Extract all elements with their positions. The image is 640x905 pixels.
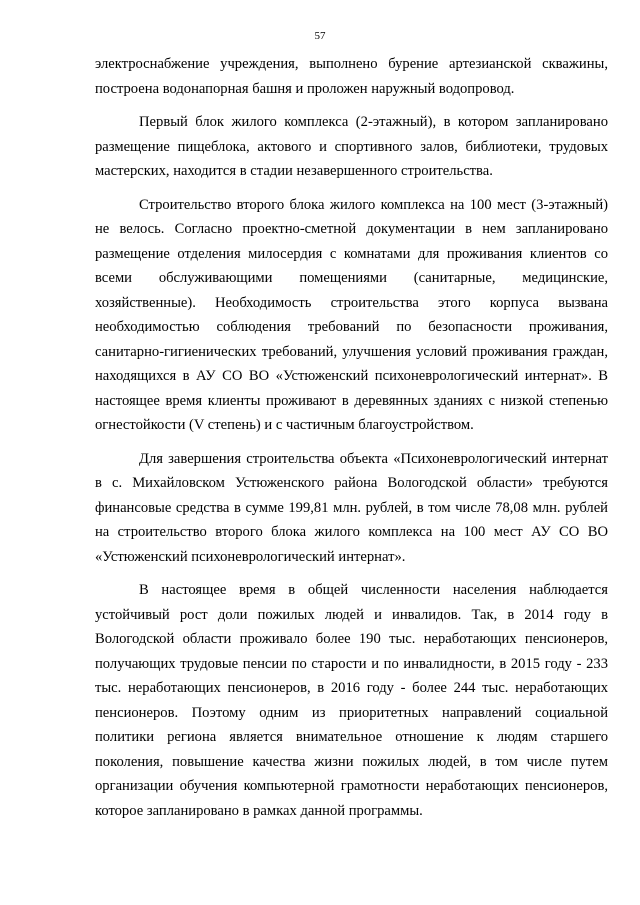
paragraph-first-block: Первый блок жилого комплекса (2-этажный), в котором запланировано размещение пищеблока, актового и спортивного залов, библиотеки, трудовых мастерских, находится в стадии незавершенного строительства.	[95, 114, 608, 179]
paragraph-pensioners: В настоящее время в общей численности населения наблюдается устойчивый рост доли пожилых людей и инвалидов. Так, в 2014 году в Вологодской области проживало более 190 тыс. неработающих пенсионеров, получающих трудовые пенсии по старости и по инвалидности, в 2015 году - 233 тыс. неработающих пенсионеров, в 2016 году - более 244 тыс. неработающих пенсионеров. Поэтому одним из приоритетных направлений социальной политики региона является внимательное отношение к людям старшего поколения, повышение качества жизни пожилых людей, в том числе путем организации обучения компьютерной грамотности неработающих пенсионеров, которое запланировано в рамках данной программы.	[95, 582, 608, 819]
page-number: 57	[314, 30, 326, 42]
paragraph-second-block: Строительство второго блока жилого комплекса на 100 мест (3-этажный) не велось. Согласно проектно-сметной документации в нем запланировано размещение отделения милосердия с комнатами для проживания клиентов со всеми обслуживающими помещениями (санитарные, медицинские, хозяйственные). Необходимость строительства этого корпуса вызвана необходимостью соблюдения требований по безопасности проживания, санитарно-гигиенических требований, улучшения условий проживания граждан, находящихся в АУ СО ВО «Устюженский психоневрологический интернат». В настоящее время клиенты проживают в деревянных зданиях с низкой степенью огнестойкости (V степень) и с частичным благоустройством.	[95, 196, 608, 433]
paragraph-funding: Для завершения строительства объекта «Психоневрологический интернат в с. Михайловском Устюженского района Вологодской области» требуются финансовые средства в сумме 199,81 млн. рублей, в том числе 78,08 млн. рублей на строительство второго блока жилого комплекса на 100 мест АУ СО ВО «Устюженский психоневрологический интернат».	[95, 450, 608, 565]
paragraph-continuation: электроснабжение учреждения, выполнено бурение артезианской скважины, построена водонапорная башня и проложен наружный водопровод.	[95, 56, 608, 97]
document-body	[95, 52, 608, 832]
